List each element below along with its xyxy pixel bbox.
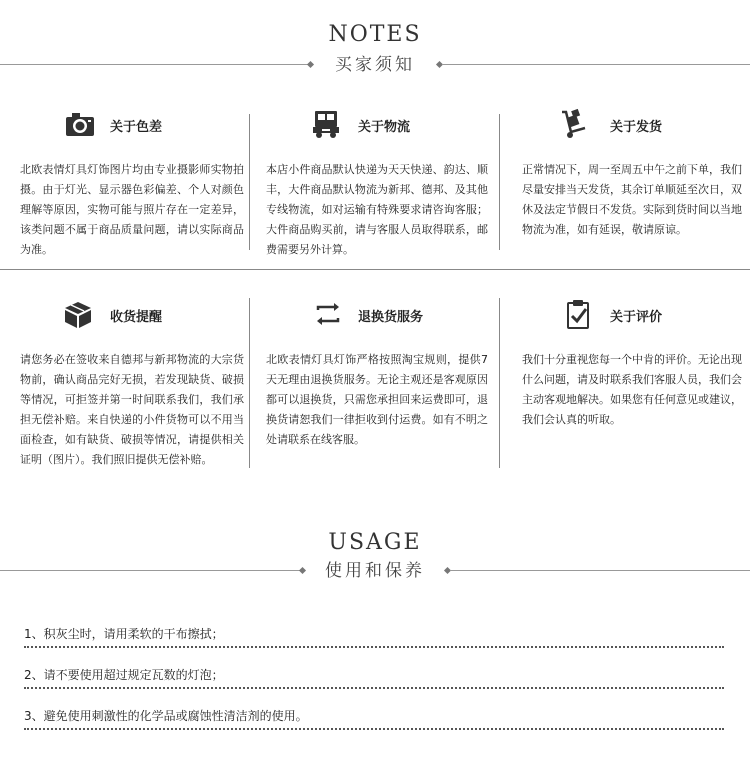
row-divider (0, 269, 750, 270)
package-icon (62, 298, 94, 330)
usage-item (24, 666, 724, 686)
note-body: 本店小件商品默认快递为天天快递、韵达、顺丰，大件商品默认物流为新邦、德邦、及其他专线物流，如对运输有特殊要求请咨询客服；大件商品购买前，请与客服人员取得联系，邮费需要另外计算。 (266, 163, 488, 256)
usage-subtitle-row (0, 561, 750, 581)
note-body: 北欧表情灯具灯饰图片均由专业摄影师实物拍摄。由于灯光、显示器色彩偏差、个人对颜色理解等原因，实物可能与照片存在一定差异，该类问题不属于商品质量问题，请以实际商品为准。 (20, 163, 244, 256)
note-title: 关于评价 (610, 310, 663, 325)
note-title: 关于色差 (110, 120, 163, 135)
usage-header (0, 530, 750, 555)
notes-title-en: NOTES (328, 22, 422, 47)
dotted-divider (24, 646, 724, 648)
note-title: 退换货服务 (358, 310, 424, 325)
camera-icon (64, 108, 96, 140)
notes-subtitle-row (0, 55, 750, 75)
column-divider (499, 114, 500, 250)
hand-truck-icon (558, 108, 590, 140)
note-body: 北欧表情灯具灯饰严格按照淘宝规则，提供7天无理由退换货服务。无论主观还是客观原因都可以退换货，只需您承担回来运费即可，退换货请恕我们一律拒收到付运费。如有不明之处请联系在线客服。 (266, 353, 488, 446)
usage-title-en: USAGE (328, 530, 422, 555)
usage-item-text: 2、请不要使用超过规定瓦数的灯泡； (24, 668, 224, 682)
dotted-divider (24, 728, 724, 730)
note-body: 我们十分重视您每一个中肯的评价。无论出现什么问题，请及时联系我们客服人员，我们会主动客观地解决。如果您有任何意见或建议，我们会认真的听取。 (522, 353, 742, 426)
usage-item (24, 625, 724, 645)
note-body: 正常情况下，周一至周五中午之前下单，我们尽量安排当天发货，其余订单顺延至次日，双休及法定节假日不发货。实际到货时间以当地物流为准，如有延误，敬请原谅。 (522, 163, 742, 236)
usage-title-zh: 使用和保养 (325, 561, 425, 581)
usage-item (24, 707, 724, 727)
note-title: 关于物流 (358, 120, 411, 135)
notes-title-zh: 买家须知 (335, 55, 415, 75)
notes-row-1 (0, 108, 750, 268)
usage-item-text: 3、避免使用刺激性的化学品或腐蚀性清洁剂的使用。 (24, 709, 308, 723)
note-title: 收货提醒 (110, 310, 163, 325)
column-divider (499, 298, 500, 468)
usage-item-text: 1、积灰尘时，请用柔软的干布擦拭； (24, 627, 224, 641)
notes-row-2 (0, 298, 750, 498)
notes-header (0, 22, 750, 47)
note-title: 关于发货 (610, 120, 663, 135)
column-divider (249, 298, 250, 468)
column-divider (249, 114, 250, 250)
note-body: 请您务必在签收来自德邦与新邦物流的大宗货物前，确认商品完好无损，若发现缺货、破损等情况，可拒签并第一时间联系我们，我们承担无偿补赔。来自快递的小件货物可以不用当面检查，如有缺货、破损等情况，请提供相关证明（图片）。我们照旧提供无偿补赔。 (20, 353, 244, 466)
truck-icon (310, 108, 342, 140)
dotted-divider (24, 687, 724, 689)
exchange-icon (312, 298, 344, 330)
clipboard-check-icon (562, 298, 594, 330)
